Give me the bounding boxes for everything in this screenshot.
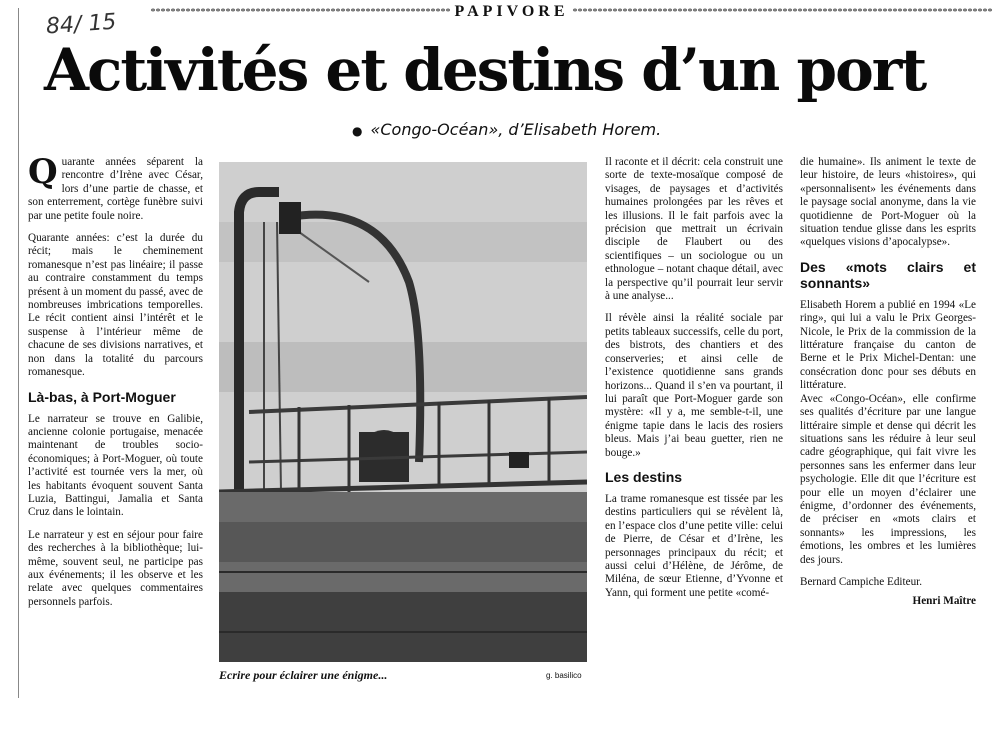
paragraph-text: uarante années séparent la rencontre d’Irène avec César, lors d’une partie de chasse, et son enterrement, cortège funèbre suivi par une petite foule noire.	[28, 156, 203, 222]
subheading: Des «mots clairs et sonnants»	[800, 258, 976, 291]
left-margin-rule	[18, 8, 19, 698]
star-rule-left: ************************************************************	[150, 6, 451, 18]
paragraph: Quarante années: c’est la durée du récit; mais le cheminement romanesque n’est pas linéaire; il passe au contraire constamment du temps présent à un moment du passé, avec de nombreuses imbrications temporelles. Le récit contient ainsi l’intérêt et le suspense à l’intérieur même de chacune de ses divisions narratives, et non dans la totalité du parcours romanesque.	[28, 232, 203, 379]
section-header	[24, 2, 999, 22]
paragraph: La trame romanesque est tissée par les destins particuliers qui se révèlent là, en l’espace clos d’une petite ville: celui de Pierre, de César et d’Irène, les personnages principaux du récit; et aussi celui d’Hélène, de Jérôme, de Miléna, de sœur Etienne, d’Yvonne et Yann, qui forment une petite «comé-	[605, 492, 783, 599]
column-4	[800, 156, 976, 609]
crane-illustration	[219, 162, 587, 662]
paragraph: die humaine». Ils animent le texte de leur histoire, de leurs «histoires», qui «personnalisent» les événements dans le paysage social anonyme, dans la vie quotidienne de Port-Moguer où la situation tendue glisse dans les esprits «quelques visions d’apocalypse».	[800, 156, 976, 249]
drop-cap: Q	[28, 152, 58, 192]
photo-credit: g. basilico	[546, 671, 582, 680]
article-subtitle	[352, 120, 752, 139]
photo-caption: Ecrire pour éclairer une énigme...	[219, 668, 388, 682]
paragraph: Avec «Congo-Océan», elle confirme ses qualités d’écriture par une langue littéraire simple et dense qui décrit les situations sans les réduire à leur seul cadre géographique, qui fait vivre les personnes sans les enfermer dans leur psychologie. Elle dit que l’écriture est pour elle un moyen d’éclairer une énigme, d’ordonner des événements, de préciser en «mots clairs et sonnants» les impressions, les émotions, les ombres et les lumières des jours.	[800, 392, 976, 566]
article-title: Activités et destins d’un port	[44, 36, 926, 104]
section-name: PAPIVORE	[454, 3, 569, 20]
author-signature: Henri Maître	[912, 595, 976, 608]
paragraph: Il révèle ainsi la réalité sociale par petits tableaux successifs, celle du port, des bistrots, des chantiers et des conserveries; et ainsi celle de l’existence quotidienne sans grands horizons... Quand il s’en va pourtant, il lui paraît que Port-Moguer garde son mystère: «Il y a, me semble-t-il, une énigme tapie dans le lacis des rosiers bleus. Mais j’ai beau guetter, rien ne bouge.»	[605, 312, 783, 459]
bullet-icon: ●	[352, 124, 363, 138]
subheading: Là-bas, à Port-Moguer	[28, 388, 176, 405]
star-rule-right: ************************************************************************************	[572, 6, 993, 18]
paragraph: Elisabeth Horem a publié en 1994 «Le ring», qui lui a valu le Prix Georges-Nicole, le Prix de la commission de la littérature française du canton de Berne et le Prix Michel-Dentan: une consécration donc pour ses débuts en littérature.	[800, 298, 976, 392]
paragraph: Le narrateur y est en séjour pour faire des recherches à la bibliothèque; lui-même, souvent seul, ne participe pas aux événements; il les observe et les relate avec quelques commentaires personnels parfois.	[28, 528, 203, 608]
column-1	[28, 152, 203, 618]
publisher-line: Bernard Campiche Editeur.	[800, 575, 923, 588]
paragraph: Il raconte et il décrit: cela construit une sorte de texte-mosaïque composé de visages, de paysages et d’activités humaines prolongées par les rêves et les illusions. Il le fait parfois avec la précision que mettrait un écrivain disciple de Flaubert ou des scientifiques – un sociologue ou un ethnologue – notant chaque détail, avec la perspective qu’il pourrait leur servir à une analyse...	[605, 156, 783, 303]
paragraph: Le narrateur se trouve en Galibie, ancienne colonie portugaise, menacée maintenant de troubles socio-économiques; à Port-Moguer, où toute l’activité est tournée vers la mer, où les habitants évoquent souvent Santa Luzia, Battingui, Jamalia et Santa Cruz dans le lointain.	[28, 412, 203, 519]
column-3	[605, 156, 783, 609]
handwritten-note: 84/ 15	[45, 9, 118, 40]
subtitle-text: «Congo-Océan», d’Elisabeth Horem.	[370, 120, 662, 139]
port-crane-photo	[219, 162, 587, 662]
subheading: Les destins	[605, 468, 683, 485]
paragraph	[28, 152, 203, 223]
